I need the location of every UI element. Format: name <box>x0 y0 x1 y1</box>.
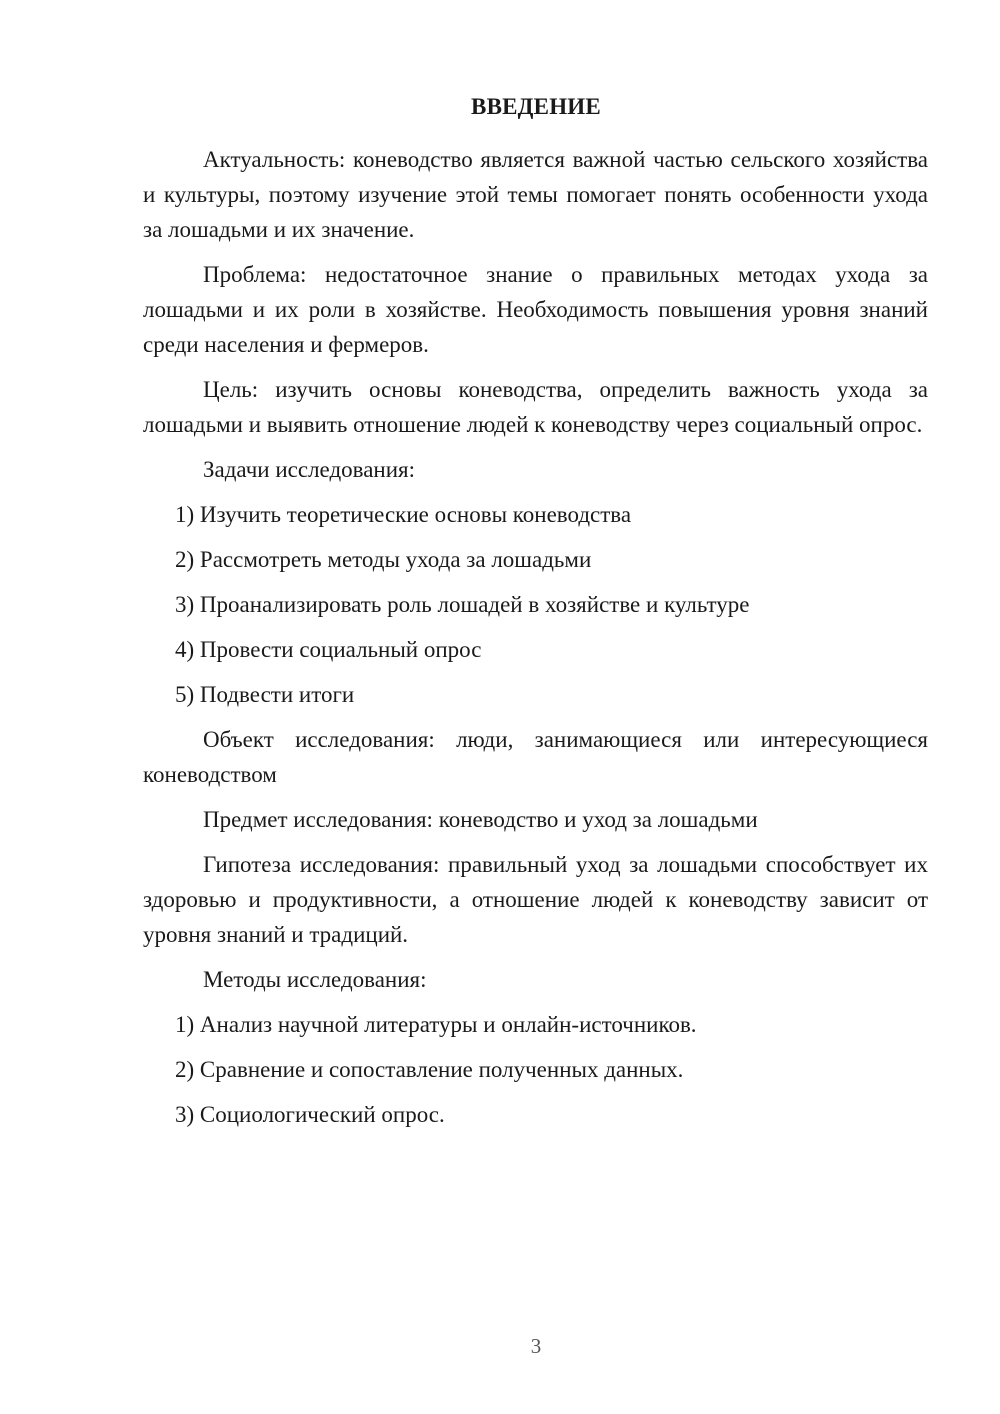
list-item: 1) Анализ научной литературы и онлайн-источников. <box>175 1012 697 1037</box>
methods-list <box>143 1007 928 1132</box>
paragraph-relevance: Актуальность: коневодство является важной частью сельского хозяйства и культуры, поэтому изучение этой темы помогает понять особенности ухода за лошадьми и их значение. <box>143 147 928 242</box>
body-text <box>143 142 928 1132</box>
methods-heading: Методы исследования: <box>203 967 427 992</box>
list-item: 3) Проанализировать роль лошадей в хозяйстве и культуре <box>175 592 750 617</box>
tasks-list <box>143 497 928 712</box>
page-title: ВВЕДЕНИЕ <box>471 94 601 119</box>
list-item: 2) Сравнение и сопоставление полученных данных. <box>175 1057 684 1082</box>
list-item: 1) Изучить теоретические основы коневодства <box>175 502 632 527</box>
list-item: 4) Провести социальный опрос <box>175 637 482 662</box>
paragraph-subject: Предмет исследования: коневодство и уход за лошадьми <box>203 807 758 832</box>
list-item: 5) Подвести итоги <box>175 682 355 707</box>
paragraph-hypothesis: Гипотеза исследования: правильный уход за лошадьми способствует их здоровью и продуктивности, а отношение людей к коневодству зависит от уровня знаний и традиций. <box>143 852 928 947</box>
list-item: 3) Социологический опрос. <box>175 1102 445 1127</box>
page-number: 3 <box>530 1334 542 1358</box>
paragraph-goal: Цель: изучить основы коневодства, определить важность ухода за лошадьми и выявить отношение людей к коневодству через социальный опрос. <box>143 377 928 437</box>
paragraph-problem: Проблема: недостаточное знание о правильных методах ухода за лошадьми и их роли в хозяйстве. Необходимость повышения уровня знаний среди населения и фермеров. <box>143 262 928 357</box>
list-item: 2) Рассмотреть методы ухода за лошадьми <box>175 547 592 572</box>
tasks-heading: Задачи исследования: <box>203 457 416 482</box>
paragraph-object: Объект исследования: люди, занимающиеся или интересующиеся коневодством <box>143 727 928 787</box>
